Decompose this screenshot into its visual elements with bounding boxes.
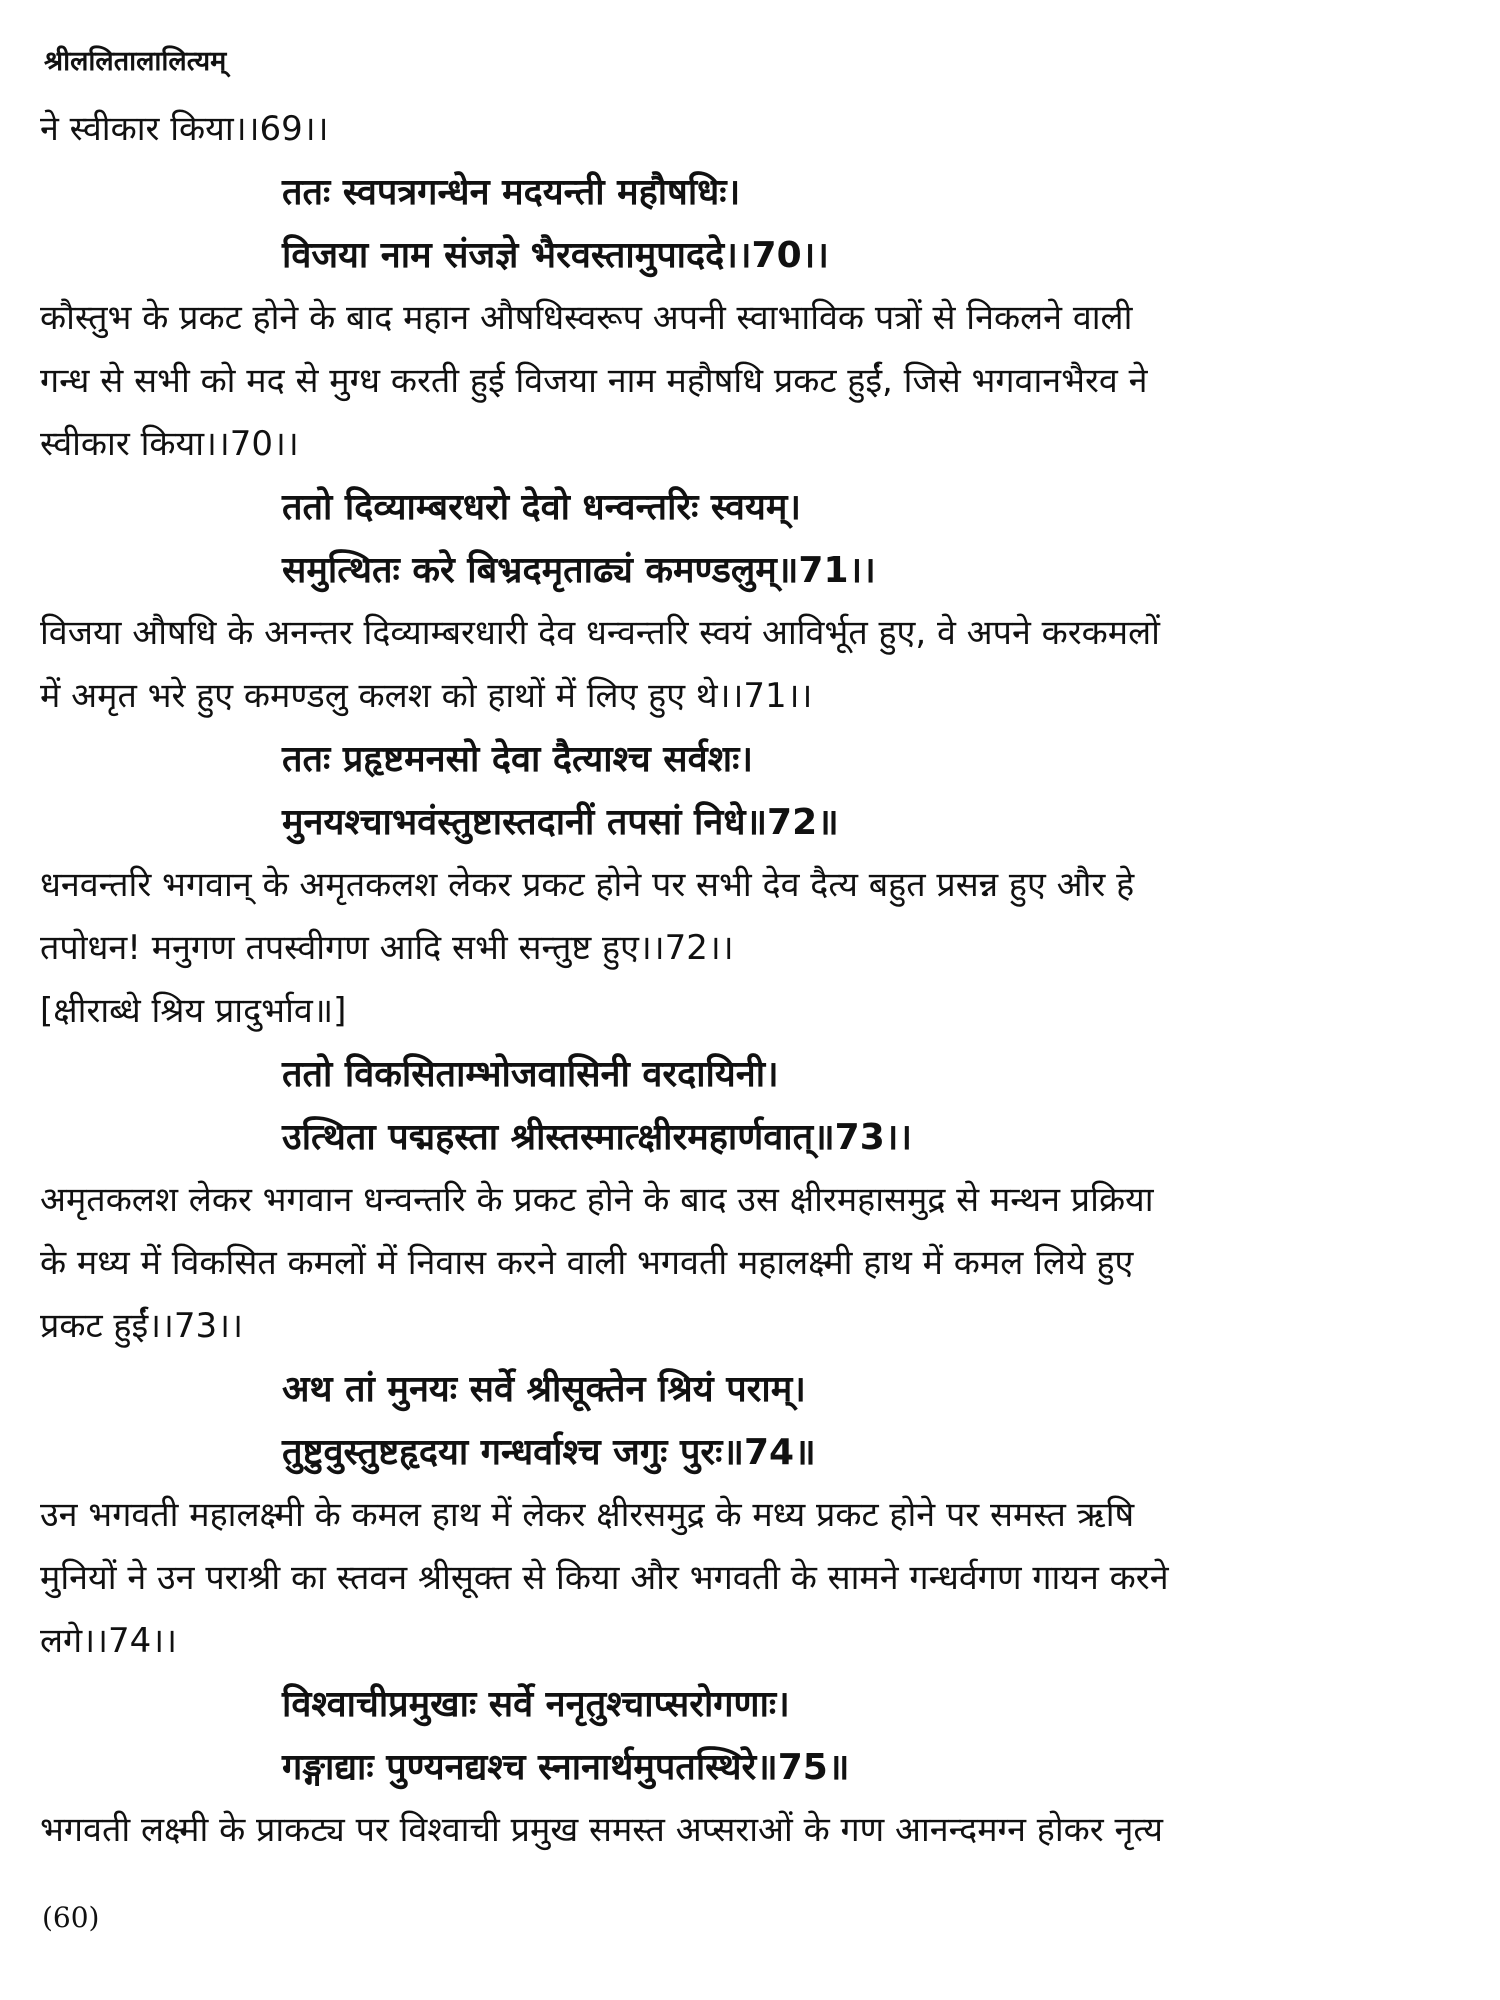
prose-line: भगवती लक्ष्मी के प्राकट्य पर विश्वाची प्रमुख समस्त अप्सराओं के गण आनन्दमग्न होकर नृत्य <box>40 1810 1163 1850</box>
prose-line: के मध्य में विकसित कमलों में निवास करने वाली भगवती महालक्ष्मी हाथ में कमल लिये हुए <box>40 1243 1134 1283</box>
prose-line: में अमृत भरे हुए कमण्डलु कलश को हाथों में लिए हुए थे।।71।। <box>40 676 813 716</box>
verse-line: अथ तां मुनयः सर्वे श्रीसूक्तेन श्रियं पराम्। <box>282 1369 806 1410</box>
prose-line: प्रकट हुईं।।73।। <box>40 1306 243 1346</box>
verse-line: ततः प्रहृष्टमनसो देवा दैत्याश्च सर्वशः। <box>282 739 754 780</box>
verse-line: तुष्टुवुस्तुष्टहृदया गन्धर्वाश्च जगुः पुरः॥74॥ <box>282 1432 816 1473</box>
verse-line: विश्वाचीप्रमुखाः सर्वे ननृतुश्चाप्सरोगणाः। <box>282 1684 790 1725</box>
prose-line: तपोधन! मनुगण तपस्वीगण आदि सभी सन्तुष्ट हुए।।72।। <box>40 928 734 968</box>
prose-line: विजया औषधि के अनन्तर दिव्याम्बरधारी देव धन्वन्तरि स्वयं आविर्भूत हुए, वे अपने करकमलों <box>40 613 1160 653</box>
prose-line: मुनियों ने उन पराश्री का स्तवन श्रीसूक्त से किया और भगवती के सामने गन्धर्वगण गायन करने <box>40 1558 1169 1598</box>
prose-line: उन भगवती महालक्ष्मी के कमल हाथ में लेकर क्षीरसमुद्र के मध्य प्रकट होने पर समस्त ऋषि <box>40 1495 1135 1535</box>
verse-line: ततः स्वपत्रगन्धेन मदयन्ती महौषधिः। <box>282 172 741 213</box>
verse-line: उत्थिता पद्महस्ता श्रीस्तस्मात्क्षीरमहार्णवात्॥73।। <box>282 1117 913 1158</box>
prose-line: [क्षीराब्धे श्रिय प्रादुर्भाव॥] <box>40 991 347 1031</box>
prose-line: धनवन्तरि भगवान् के अमृतकलश लेकर प्रकट होने पर सभी देव दैत्य बहुत प्रसन्न हुए और हे <box>40 865 1135 905</box>
verse-line: ततो दिव्याम्बरधरो देवो धन्वन्तरिः स्वयम्। <box>282 487 801 528</box>
verse-line: विजया नाम संजज्ञे भैरवस्तामुपाददे।।70।। <box>282 235 829 276</box>
page-number: (60) <box>42 1901 100 1934</box>
prose-line: स्वीकार किया।।70।। <box>40 424 299 464</box>
running-head: श्रीललितालालित्यम् <box>44 46 227 77</box>
prose-line: ने स्वीकार किया।।69।। <box>40 109 329 149</box>
prose-line: कौस्तुभ के प्रकट होने के बाद महान औषधिस्वरूप अपनी स्वाभाविक पत्रों से निकलने वाली <box>40 298 1133 338</box>
verse-line: गङ्गाद्याः पुण्यनद्यश्च स्नानार्थमुपतस्थिरे॥75॥ <box>282 1747 850 1788</box>
prose-line: लगे।।74।। <box>40 1621 178 1661</box>
verse-line: समुत्थितः करे बिभ्रदमृताढ्यं कमण्डलुम्॥71।। <box>282 550 876 591</box>
verse-line: मुनयश्चाभवंस्तुष्टास्तदानीं तपसां निधे॥72॥ <box>282 802 839 843</box>
page-body <box>40 98 1462 1862</box>
prose-line: गन्ध से सभी को मद से मुग्ध करती हुई विजया नाम महौषधि प्रकट हुईं, जिसे भगवानभैरव ने <box>40 361 1148 401</box>
verse-line: ततो विकसिताम्भोजवासिनी वरदायिनी। <box>282 1054 779 1095</box>
prose-line: अमृतकलश लेकर भगवान धन्वन्तरि के प्रकट होने के बाद उस क्षीरमहासमुद्र से मन्थन प्रक्रिया <box>40 1180 1154 1220</box>
